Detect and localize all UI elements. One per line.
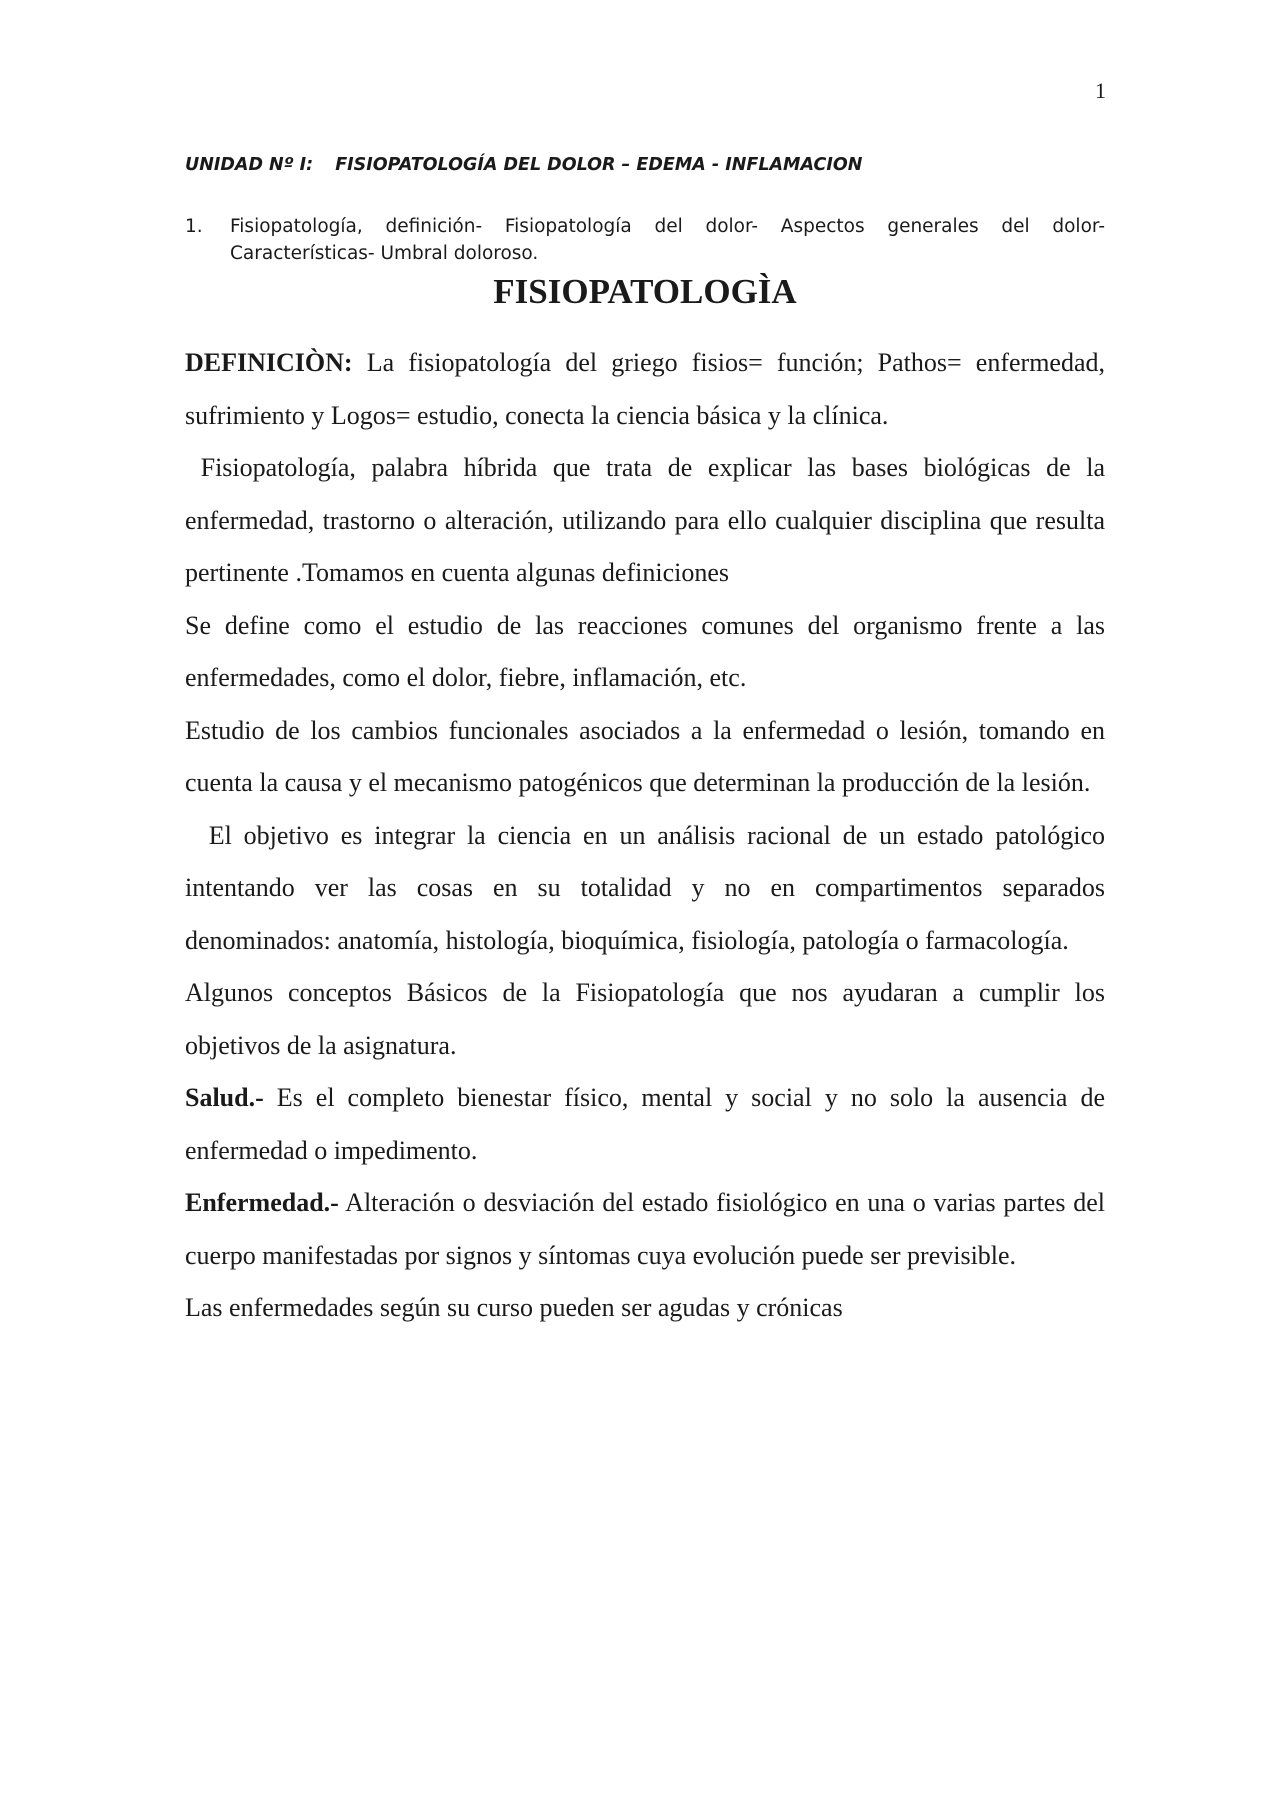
list-item-text: Fisiopatología, definición- Fisiopatología del dolor- Aspectos generales del dolor- Características- Umbral doloroso.	[230, 216, 1105, 264]
body-paragraph: Fisiopatología, palabra híbrida que trata de explicar las bases biológicas de la enfermedad, trastorno o alteración, utilizando para ello cualquier disciplina que resulta pertinente .Tomamos en cuenta algunas definiciones	[185, 453, 1112, 587]
definition-paragraph	[185, 337, 1105, 442]
list-item-number: 1.	[185, 216, 203, 237]
page-number: 1	[1095, 78, 1106, 103]
definition-text: La fisiopatología del griego fisios= función; Pathos= enfermedad, sufrimiento y Logos= estudio, conecta la ciencia básica y la clínica.	[185, 348, 1105, 430]
enfermedad-term: Enfermedad.-	[185, 1188, 339, 1217]
body-paragraph: Estudio de los cambios funcionales asociados a la enfermedad o lesión, tomando en cuenta la causa y el mecanismo patogénicos que determinan la producción de la lesión.	[185, 715, 1105, 797]
enfermedad-text: Alteración o desviación del estado fisiológico en una o varias partes del cuerpo manifestadas por signos y síntomas cuya evolución puede ser previsible.	[185, 1188, 1105, 1270]
list-item	[185, 213, 1105, 267]
unit-label: UNIDAD Nº I:	[185, 155, 314, 175]
body-paragraph: Se define como el estudio de las reacciones comunes del organismo frente a las enfermedades, como el dolor, fiebre, inflamación, etc.	[185, 610, 1105, 692]
document-body	[185, 337, 1112, 1335]
page-title: FISIOPATOLOGÌA	[493, 272, 797, 311]
closing-paragraph: Las enfermedades según su curso pueden ser agudas y crónicas	[185, 1293, 843, 1322]
unit-heading	[185, 155, 1105, 175]
body-paragraph: El objetivo es integrar la ciencia en un análisis racional de un estado patológico intentando ver las cosas en su totalidad y no en compartimentos separados denominados: anatomía, histología, bioquímica, fisiología, patología o farmacología.	[185, 820, 1112, 955]
salud-paragraph	[185, 1072, 1105, 1177]
body-paragraph: Algunos conceptos Básicos de la Fisiopatología que nos ayudaran a cumplir los objetivos de la asignatura.	[185, 978, 1105, 1060]
definition-term: DEFINICIÒN:	[185, 348, 353, 377]
salud-term: Salud.-	[185, 1083, 264, 1112]
enfermedad-paragraph	[185, 1177, 1105, 1282]
unit-title: FISIOPATOLOGÍA DEL DOLOR – EDEMA - INFLAMACION	[335, 155, 863, 175]
salud-text: Es el completo bienestar físico, mental y social y no solo la ausencia de enfermedad o impedimento.	[185, 1083, 1105, 1165]
